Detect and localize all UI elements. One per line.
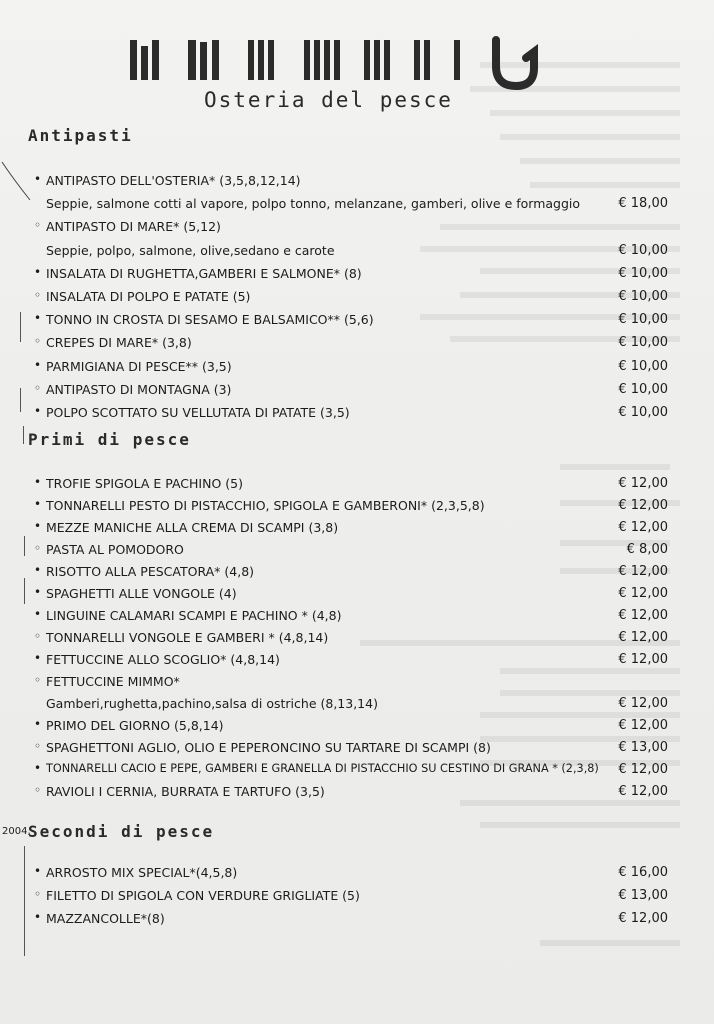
dish-price: € 12,00 bbox=[618, 911, 668, 926]
dish-price: € 12,00 bbox=[618, 784, 668, 799]
menu-item bbox=[0, 473, 714, 495]
menu-item bbox=[0, 402, 714, 424]
bullet-icon: ◦ bbox=[34, 288, 42, 302]
dish-name: FETTUCCINE ALLO SCOGLIO* (4,8,14) bbox=[46, 652, 280, 667]
dish-price: € 10,00 bbox=[618, 265, 668, 281]
dish-price: € 12,00 bbox=[618, 520, 668, 535]
bullet-icon: • bbox=[34, 761, 42, 775]
dish-price: € 10,00 bbox=[618, 312, 668, 328]
bullet-icon: ◦ bbox=[34, 739, 42, 753]
dish-price: € 12,00 bbox=[618, 652, 668, 667]
dish-price: € 18,00 bbox=[618, 196, 668, 212]
dish-name: TONNARELLI PESTO DI PISTACCHIO, SPIGOLA E GAMBERONI* (2,3,5,8) bbox=[46, 498, 485, 513]
dish-name: SPAGHETTI ALLE VONGOLE (4) bbox=[46, 586, 237, 601]
dish-name: PRIMO DEL GIORNO (5,8,14) bbox=[46, 718, 224, 733]
section-title: Primi di pesce bbox=[28, 430, 191, 449]
dish-name: RISOTTO ALLA PESCATORA* (4,8) bbox=[46, 564, 255, 579]
menu-item bbox=[0, 495, 714, 517]
menu-item bbox=[0, 781, 714, 803]
dish-name: TROFIE SPIGOLA E PACHINO (5) bbox=[46, 476, 243, 491]
menu-item bbox=[0, 332, 714, 354]
bullet-icon: • bbox=[34, 264, 42, 279]
dish-price: € 10,00 bbox=[618, 335, 668, 351]
dish-price: € 12,00 bbox=[618, 564, 668, 579]
dish-name: INSALATA DI RUGHETTA,GAMBERI E SALMONE* (8) bbox=[46, 265, 362, 281]
dish-price: € 12,00 bbox=[618, 630, 668, 645]
dish-name: FILETTO DI SPIGOLA CON VERDURE GRIGLIATE (5) bbox=[46, 888, 360, 903]
bullet-icon: • bbox=[34, 651, 42, 665]
dish-name: PARMIGIANA DI PESCE** (3,5) bbox=[46, 358, 232, 374]
dish-price: € 8,00 bbox=[626, 542, 668, 557]
menu-item bbox=[0, 885, 714, 907]
menu-item bbox=[0, 671, 714, 693]
dish-name: FETTUCCINE MIMMO* bbox=[46, 674, 180, 689]
menu-item bbox=[0, 517, 714, 539]
dish-price: € 10,00 bbox=[618, 405, 668, 420]
dish-name: INSALATA DI POLPO E PATATE (5) bbox=[46, 289, 251, 304]
bullet-icon: • bbox=[34, 563, 42, 577]
dish-price: € 16,00 bbox=[618, 865, 668, 880]
dish-name: ANTIPASTO DI MONTAGNA (3) bbox=[46, 381, 232, 397]
menu-item bbox=[0, 715, 714, 737]
menu-item bbox=[0, 539, 714, 561]
dish-name: CREPES DI MARE* (3,8) bbox=[46, 335, 192, 351]
dish-price: € 12,00 bbox=[618, 608, 668, 623]
bullet-icon: • bbox=[34, 475, 42, 489]
dish-price: € 13,00 bbox=[618, 888, 668, 903]
menu-item bbox=[0, 605, 714, 627]
menu-item-description bbox=[0, 693, 714, 715]
dish-description: Seppie, salmone cotti al vapore, polpo tonno, melanzane, gamberi, olive e formaggio bbox=[46, 196, 581, 212]
dish-price: € 10,00 bbox=[618, 381, 668, 397]
bullet-icon: ◦ bbox=[34, 218, 42, 233]
dish-name: LINGUINE CALAMARI SCAMPI E PACHINO * (4,8) bbox=[46, 608, 342, 623]
dish-price: € 12,00 bbox=[618, 718, 668, 733]
dish-name: MEZZE MANICHE ALLA CREMA DI SCAMPI (3,8) bbox=[46, 520, 339, 535]
dish-name: SPAGHETTONI AGLIO, OLIO E PEPERONCINO SU TARTARE DI SCAMPI (8) bbox=[46, 740, 491, 755]
dish-price: € 12,00 bbox=[618, 696, 668, 711]
bullet-icon: ◦ bbox=[34, 783, 42, 797]
menu-item bbox=[0, 908, 714, 930]
dish-name: TONNARELLI VONGOLE E GAMBERI * (4,8,14) bbox=[46, 630, 329, 645]
menu-item bbox=[0, 561, 714, 583]
bullet-icon: • bbox=[34, 404, 42, 418]
dish-name: TONNO IN CROSTA DI SESAMO E BALSAMICO** (5,6) bbox=[46, 312, 374, 328]
dish-name: MAZZANCOLLE*(8) bbox=[46, 911, 165, 926]
dish-name: TONNARELLI CACIO E PEPE, GAMBERI E GRANELLA DI PISTACCHIO SU CESTINO DI GRANA * (2,3,8) bbox=[46, 762, 599, 775]
bullet-icon: ◦ bbox=[34, 380, 42, 395]
bullet-icon: ◦ bbox=[34, 629, 42, 643]
section-title: Secondi di pesce bbox=[28, 822, 215, 841]
dish-description: Gamberi,rughetta,pachino,salsa di ostriche (8,13,14) bbox=[46, 696, 378, 711]
menu-item bbox=[0, 286, 714, 308]
bullet-icon: • bbox=[34, 497, 42, 511]
dish-price: € 10,00 bbox=[618, 289, 668, 304]
bullet-icon: • bbox=[34, 910, 42, 924]
dish-price: € 12,00 bbox=[618, 762, 668, 777]
menu-item bbox=[0, 356, 714, 378]
bullet-icon: ◦ bbox=[34, 334, 42, 349]
dish-name: POLPO SCOTTATO SU VELLUTATA DI PATATE (3,5) bbox=[46, 405, 350, 420]
menu-item bbox=[0, 583, 714, 605]
dish-name: RAVIOLI I CERNIA, BURRATA E TARTUFO (3,5) bbox=[46, 784, 325, 799]
bullet-icon: • bbox=[34, 585, 42, 599]
menu-item-description bbox=[0, 240, 714, 262]
menu-item bbox=[0, 627, 714, 649]
dish-name: PASTA AL POMODORO bbox=[46, 542, 184, 557]
dish-price: € 12,00 bbox=[618, 476, 668, 491]
dish-price: € 10,00 bbox=[618, 242, 668, 258]
dish-description: Seppie, polpo, salmone, olive,sedano e carote bbox=[46, 242, 335, 258]
menu-item bbox=[0, 170, 714, 192]
bullet-icon: ◦ bbox=[34, 673, 42, 687]
dish-name: ARROSTO MIX SPECIAL*(4,5,8) bbox=[46, 865, 238, 880]
menu-item bbox=[0, 263, 714, 285]
pen-mark bbox=[23, 426, 24, 444]
menu-item bbox=[0, 379, 714, 401]
section-title: Antipasti bbox=[28, 126, 133, 145]
menu-item-description bbox=[0, 193, 714, 215]
bullet-icon: • bbox=[34, 607, 42, 621]
menu-item bbox=[0, 309, 714, 331]
menu-item bbox=[0, 649, 714, 671]
bullet-icon: • bbox=[34, 519, 42, 533]
bullet-icon: ◦ bbox=[34, 887, 42, 901]
bullet-icon: ◦ bbox=[34, 541, 42, 555]
menu-item bbox=[0, 759, 714, 781]
dish-price: € 13,00 bbox=[618, 740, 668, 755]
bullet-icon: • bbox=[34, 357, 42, 372]
bullet-icon: • bbox=[34, 172, 42, 186]
menu-item bbox=[0, 862, 714, 884]
dish-price: € 12,00 bbox=[618, 586, 668, 601]
dish-price: € 12,00 bbox=[618, 498, 668, 513]
dish-name: ANTIPASTO DELL'OSTERIA* (3,5,8,12,14) bbox=[46, 173, 301, 188]
menu-item bbox=[0, 216, 714, 238]
dish-price: € 10,00 bbox=[618, 358, 668, 374]
bullet-icon: • bbox=[34, 311, 42, 326]
menu-item bbox=[0, 737, 714, 759]
restaurant-subtitle: Osteria del pesce bbox=[204, 88, 453, 112]
margin-note: 2004, bbox=[2, 826, 31, 837]
dish-name: ANTIPASTO DI MARE* (5,12) bbox=[46, 219, 221, 235]
bullet-icon: • bbox=[34, 717, 42, 731]
bullet-icon: • bbox=[34, 864, 42, 878]
